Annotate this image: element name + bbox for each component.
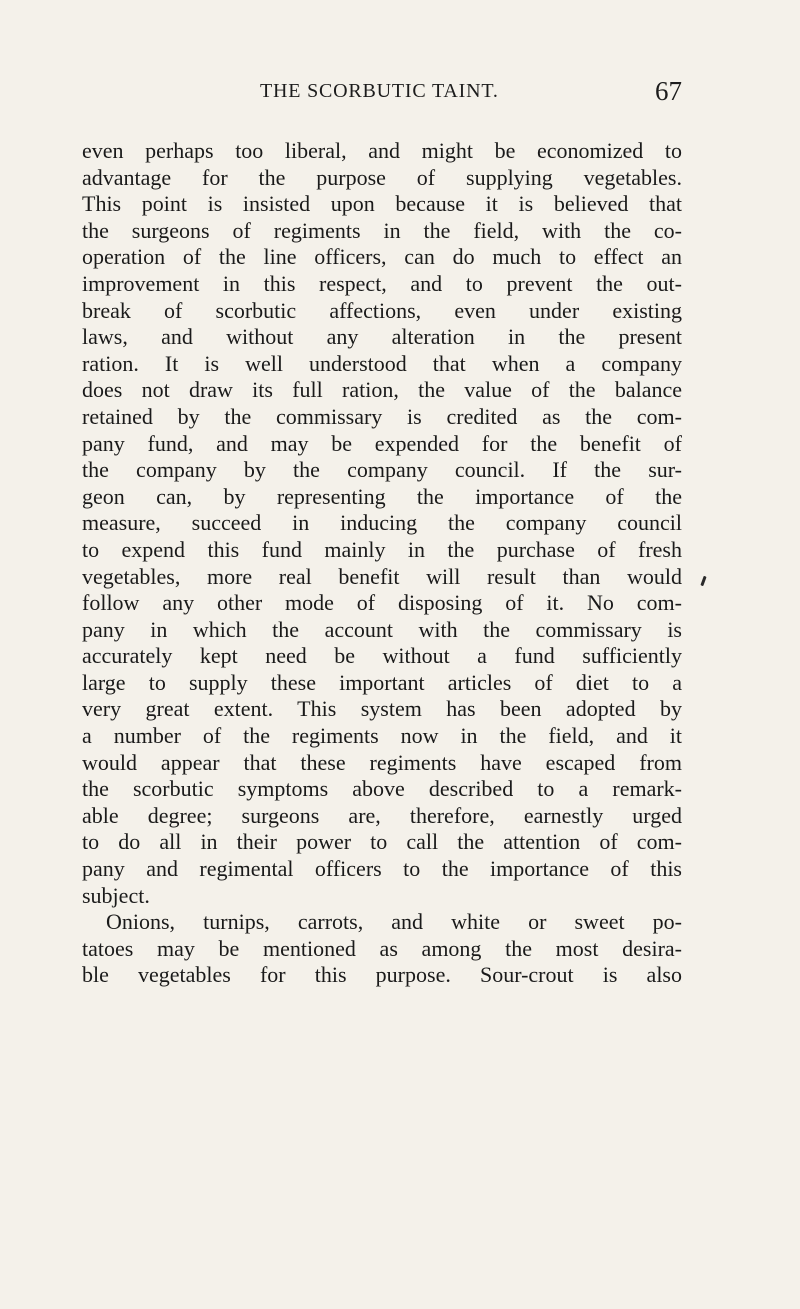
text-line: very great extent. This system has been adopted by [82,696,682,722]
text-line: pany in which the account with the commissary is [82,616,682,642]
text-line: the company by the company council. If the sur- [82,457,682,483]
running-title: THE SCORBUTIC TAINT. [260,80,499,102]
text-line: laws, and without any alteration in the present [82,324,682,350]
text-line: pany and regimental officers to the importance of this [82,856,682,882]
text-line: the surgeons of regiments in the field, with the co- [82,217,682,243]
text-line: even perhaps too liberal, and might be economized to [82,138,682,163]
text-line: geon can, by representing the importance of the [82,483,682,509]
text-line: ration. It is well understood that when a company [82,350,682,376]
text-line: large to supply these important articles of diet to a [82,669,682,695]
text-line: able degree; surgeons are, therefore, earnestly urged [82,802,682,828]
text-line: the scorbutic symptoms above described to a remark- [82,776,682,802]
text-line: would appear that these regiments have escaped from [82,749,682,775]
text-line: to do all in their power to call the attention of com- [82,829,682,855]
margin-mark [700,576,706,586]
text-line: pany fund, and may be expended for the benefit of [82,430,682,456]
text-line: improvement in this respect, and to prevent the out- [82,270,682,296]
text-line: follow any other mode of disposing of it. No com- [82,590,682,616]
text-line: Onions, turnips, carrots, and white or sweet po- [106,909,682,935]
text-line: does not draw its full ration, the value of the balance [82,377,682,403]
text-line: retained by the commissary is credited as the com- [82,403,682,429]
running-head [82,76,682,110]
body-text [82,138,682,989]
text-line: measure, succeed in inducing the company council [82,510,682,536]
text-line: operation of the line officers, can do much to effect an [82,244,682,270]
text-line: This point is insisted upon because it is believed that [82,191,682,217]
text-line: accurately kept need be without a fund sufficiently [82,643,682,669]
text-line: advantage for the purpose of supplying vegetables. [82,164,682,190]
text-line: vegetables, more real benefit will result than would [82,563,682,589]
text-line: a number of the regiments now in the field, and it [82,723,682,749]
text-line: subject. [82,882,150,908]
text-line: break of scorbutic affections, even under existing [82,297,682,323]
text-line: ble vegetables for this purpose. Sour-crout is also [82,962,682,988]
text-line: tatoes may be mentioned as among the most desira- [82,935,682,961]
page-number: 67 [655,76,682,106]
text-line: to expend this fund mainly in the purchase of fresh [82,536,682,562]
